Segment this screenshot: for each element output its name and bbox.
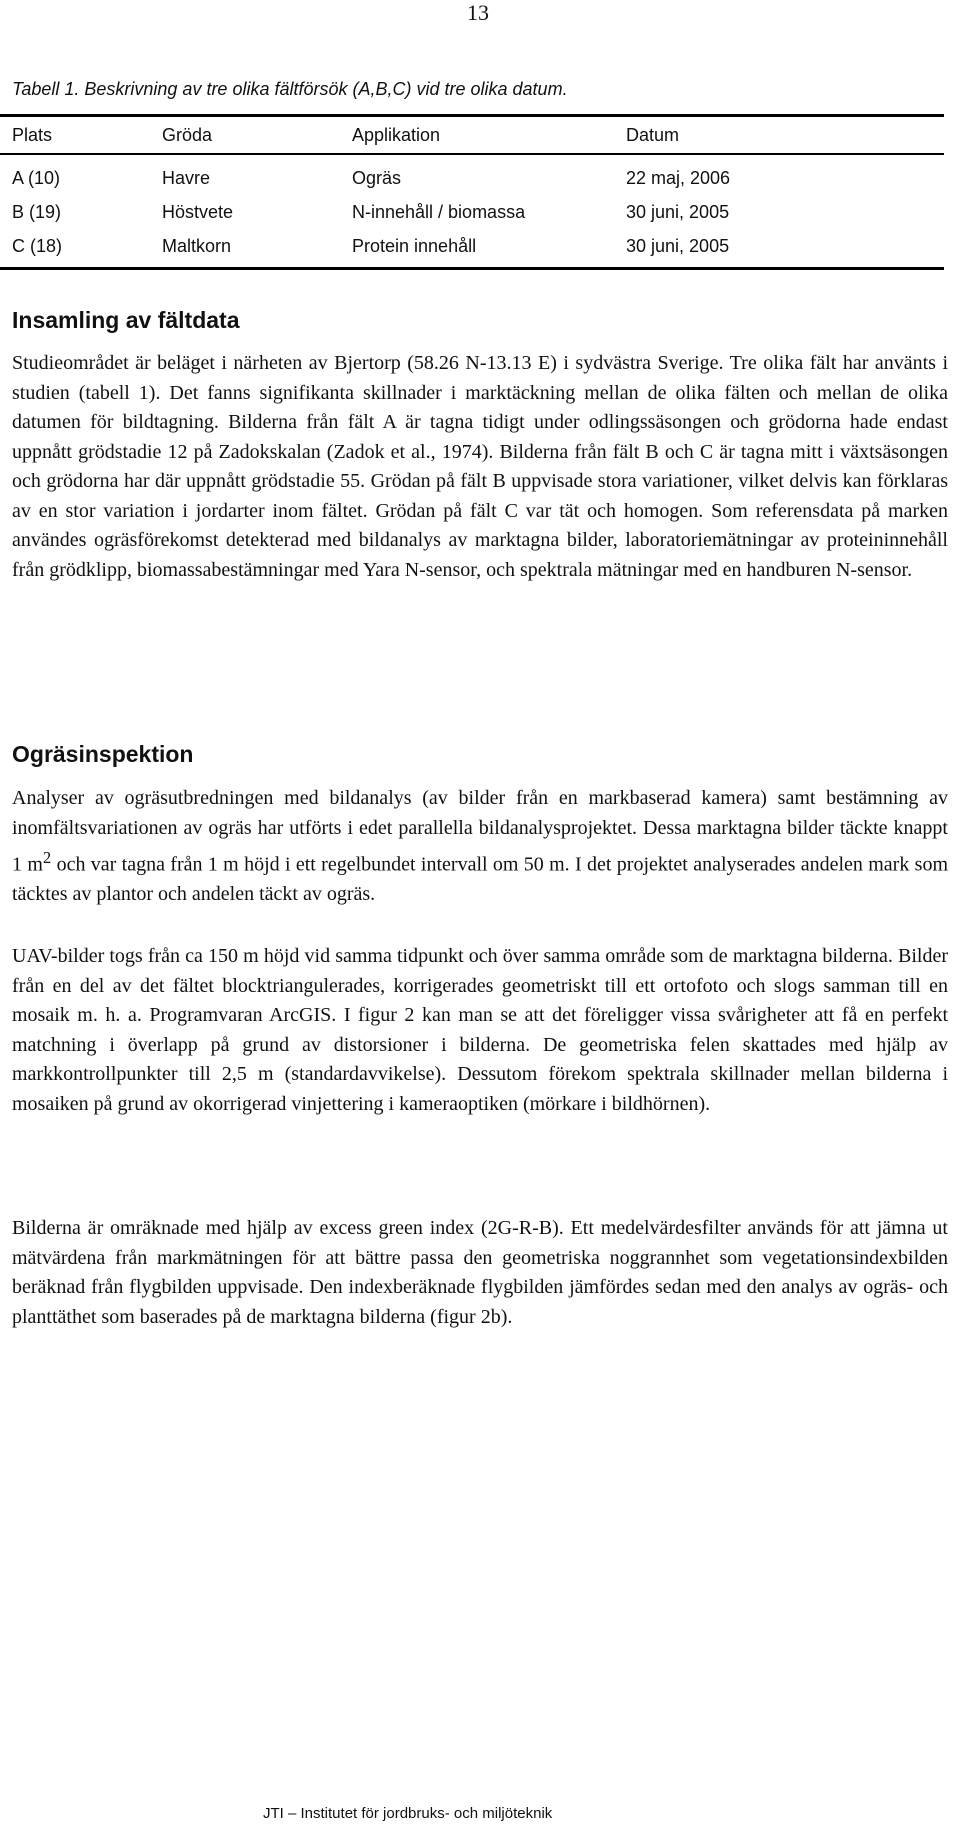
paragraph-weed-analysis bbox=[12, 784, 948, 910]
table-cell-datum: 30 juni, 2005 bbox=[626, 235, 730, 256]
table-row bbox=[0, 229, 944, 269]
table-cell-plats: A (10) bbox=[12, 167, 61, 188]
field-trials-table bbox=[0, 114, 944, 270]
page-footer: JTI – Institutet för jordbruks- och miljöteknik bbox=[263, 1805, 553, 1822]
superscript-exponent: 2 bbox=[42, 848, 52, 867]
table-cell-plats: C (18) bbox=[12, 235, 63, 256]
table-cell-applikation: Protein innehåll bbox=[352, 235, 477, 256]
table-header-row bbox=[0, 116, 944, 155]
table-row bbox=[0, 154, 944, 195]
column-header-applikation: Applikation bbox=[352, 116, 626, 155]
paragraph-study-area: Studieområdet är beläget i närheten av Bjertorp (58.26 N-13.13 E) i sydvästra Sverige. Tre olika fält har använts i studien (tabell 1). Det fanns signifikanta skillnader i marktäckning mellan de olika fälten och mellan de olika datumen för bildtagning. Bilderna från fält A är tagna tidigt under odlingssäsongen och grödorna hade endast uppnått grödstadie 12 på Zadokskalan (Zadok et al., 1974). Bilderna från fält B och C är tagna mitt i växtsäsongen och grödorna har där uppnått grödstadie 55. Grödan på fält B uppvisade stora variationer, vilket delvis kan förklaras av en stor variation i jordarter inom fältet. Grödan på fält C var tät och homogen. Som referensdata på marken användes ogräsförekomst detekterad med bildanalys av marktagna bilder, laboratoriemätningar av proteininnehåll från grödklipp, biomassabestämningar med Yara N-sensor, och spektrala mätningar med en handburen N-sensor. bbox=[12, 352, 948, 581]
table-cell-applikation: N-innehåll / biomassa bbox=[352, 201, 526, 222]
paragraph-uav-images: UAV-bilder togs från ca 150 m höjd vid samma tidpunkt och över samma område som de marktagna bilderna. Bilder från en del av det fältet blocktriangulerades, korrigerades geometriskt till ett ortofoto och slogs samman till en mosaik m. h. a. Programvaran ArcGIS. I figur 2 kan man se att det föreligger vissa svårigheter att få en perfekt matchning i överlapp på grund av distorsioner i bilderna. De geometriska felen skattades med hjälp av markkontrollpunkter till 2,5 m (standardavvikelse). Dessutom förekom spektrala skillnader mellan bilderna i mosaiken på grund av okorrigerad vinjettering i kameraoptiken (mörkare i bildhörnen). bbox=[12, 945, 948, 1115]
table-cell-applikation: Ogräs bbox=[352, 167, 402, 188]
column-header-datum: Datum bbox=[626, 116, 944, 155]
table-cell-groda: Maltkorn bbox=[162, 235, 232, 256]
column-header-plats: Plats bbox=[0, 116, 162, 155]
table-cell-groda: Höstvete bbox=[162, 201, 234, 222]
page-number: 13 bbox=[467, 0, 489, 25]
paragraph-text: Analyser av ogräsutbredningen med bildanalys (av bilder från en markbaserad kamera) samt bestämning av inomfältsvariationen av ogräs har utförts i edet parallella bildanalysprojektet. Dessa marktagna bilder täckte knappt 1 m bbox=[12, 787, 948, 876]
table-cell-datum: 30 juni, 2005 bbox=[626, 201, 730, 222]
section-heading-ograsinspektion: Ogräsinspektion bbox=[12, 741, 194, 767]
table-cell-groda: Havre bbox=[162, 167, 211, 188]
section-heading-insamling: Insamling av fältdata bbox=[12, 307, 240, 333]
column-header-groda: Gröda bbox=[162, 116, 352, 155]
table-caption: Tabell 1. Beskrivning av tre olika fältförsök (A,B,C) vid tre olika datum. bbox=[12, 79, 568, 99]
table-cell-plats: B (19) bbox=[12, 201, 62, 222]
table-row bbox=[0, 195, 944, 229]
table-cell-datum: 22 maj, 2006 bbox=[626, 167, 731, 188]
paragraph-text: och var tagna från 1 m höjd i ett regelbundet intervall om 50 m. I det projektet analyserades andelen mark som täcktes av plantor och andelen täckt av ogräs. bbox=[12, 853, 948, 906]
paragraph-excess-green: Bilderna är omräknade med hjälp av excess green index (2G-R-B). Ett medelvärdesfilter används för att jämna ut mätvärdena från markmätningen för att bättre passa den geometriska noggrannhet som vegetationsindexbilden beräknad från flygbilden uppvisade. Den indexberäknade flygbilden jämfördes sedan med den analys av ogräs- och planttäthet som baserades på de marktagna bilderna (figur 2b). bbox=[12, 1217, 948, 1328]
